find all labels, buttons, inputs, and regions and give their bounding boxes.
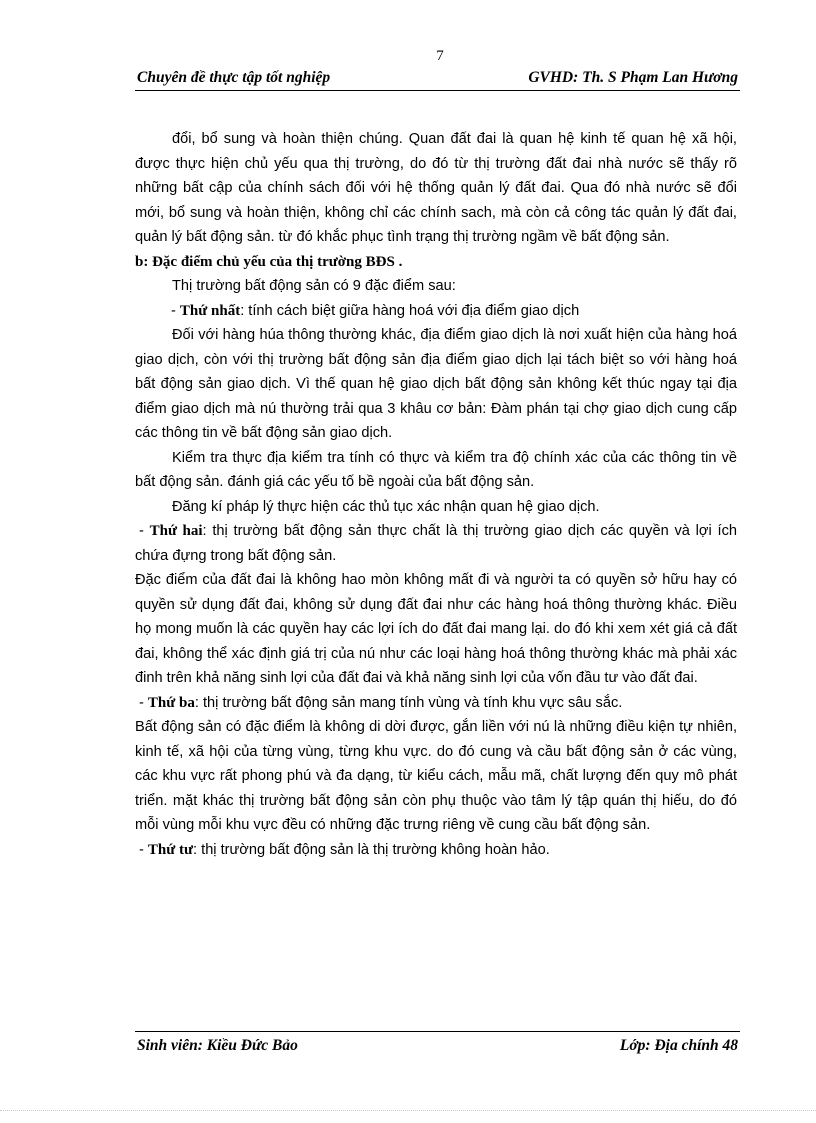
list-item-third-text: : thị trường bất động sản mang tính vùng và tính khu vực sâu sắc.: [194, 694, 623, 711]
list-item-second-text: : thị trường bất động sản thực chất là thị trường giao dịch các quyền và lợi ích chứa đựng trong bất động sản.: [135, 523, 737, 564]
list-item-first-dash: -: [171, 302, 180, 319]
list-item-third-label: Thứ ba: [147, 694, 195, 711]
paragraph-land-rights: Đặc điểm của đất đai là không hao mòn không mất đi và người ta có quyền sở hữu hay có quyền sử dụng đất đai, không sử dụng đất đai như các hàng hoá thông thường khác. Điều họ mong muốn là các quyền hay các lợi ích do đất đai mang lại. do đó khi xem xét giá cả đất đai, không thể xác định giá trị của nú như các loại hàng hoá thông thường khác mà phải xác đinh trên khả năng sinh lợi của đất đai và khả năng sinh lợi của vốn đầu tư vào đất đai.: [135, 572, 737, 686]
paragraph-regional-features: Bất động sản có đặc điểm là không di dời được, gắn liền với nú là những điều kiện tự nhiên, kinh tế, xã hội của từng vùng, từng khu vực. do đó cung và cầu bất động sản ở các vùng, các khu vực rất phong phú và đa dạng, từ kiểu cách, mẫu mã, chất lượng đến quy mô phát triển. mặt khác thị trường bất động sản còn phụ thuộc vào tâm lý tập quán thị hiếu, do đó mỗi vùng mỗi khu vực đều có những đặc trưng riêng về cung cầu bất động sản.: [135, 719, 737, 833]
paragraph-intro: đổi, bổ sung và hoàn thiện chúng. Quan đất đai là quan hệ kinh tế quan hệ xã hội, được thực hiện chủ yếu qua thị trường, do đó từ thị trường đất đai nhà nước sẽ thấy rõ những bất cập của chính sách đối với hệ thống quản lý đất đai. Qua đó nhà nước sẽ đổi mới, bổ sung và hoàn thiện, không chỉ các chính sach, mà còn cả công tác quản lý đất đai, quản lý bất động sản. từ đó khắc phục tình trạng thị trường ngầm về bất động sản.: [135, 131, 737, 245]
page-footer: [135, 1031, 740, 1058]
paragraph-field-inspection: Kiểm tra thực địa kiểm tra tính có thực và kiểm tra độ chính xác của các thông tin về bất động sản. đánh giá các yếu tố bề ngoài của bất động sản.: [135, 449, 737, 490]
list-item-fourth-text: : thị trường bất động sản là thị trường không hoàn hảo.: [193, 841, 550, 858]
list-item-fourth: [135, 838, 737, 863]
list-item-second-label: Thứ hai: [149, 523, 203, 539]
list-item-second: [135, 519, 737, 568]
footer-class: Lớp: Địa chính 48: [619, 1037, 738, 1054]
list-item-second-dash: -: [139, 523, 150, 539]
page-number: 7: [436, 48, 444, 64]
page-header: [135, 68, 740, 91]
paragraph-transaction-location: Đối với hàng húa thông thường khác, địa điểm giao dịch là nơi xuất hiện của hàng hoá giao dịch, còn với thị trường bất động sản địa điểm giao dịch lại tách biệt so với hàng hoá bất động sản giao dịch. Vì thế quan hệ giao dịch bất động sản không kết thúc ngay tại địa điểm giao dịch mà nú thường trải qua 3 khâu cơ bản: Đàm phán tại chợ giao dịch cung cấp các thông tin về bất động sản giao dịch.: [135, 327, 737, 441]
section-heading-b: b: Đặc điểm chủ yếu của thị trường BĐS .: [135, 253, 403, 270]
footer-student: Sinh viên: Kiều Đức Bảo: [137, 1037, 298, 1054]
list-item-third: [135, 691, 737, 716]
header-supervisor: GVHD: Th. S Phạm Lan Hương: [528, 69, 738, 86]
paragraph-nine-features: Thị trường bất động sản có 9 đặc điểm sau:: [172, 278, 456, 294]
header-document-title: Chuyên đề thực tập tốt nghiệp: [137, 69, 331, 86]
list-item-first-text: : tính cách biệt giữa hàng hoá với địa điểm giao dịch: [240, 302, 580, 319]
list-item-third-dash: -: [139, 694, 148, 711]
page-edge-divider: [0, 1110, 816, 1111]
list-item-fourth-dash: -: [139, 841, 148, 858]
list-item-fourth-label: Thứ tư: [147, 841, 194, 858]
list-item-first-label: Thứ nhất: [179, 302, 241, 319]
paragraph-legal-registration: Đăng kí pháp lý thực hiện các thủ tục xác nhận quan hệ giao dịch.: [172, 498, 600, 515]
document-body: [135, 127, 737, 862]
list-item-first: [135, 299, 737, 324]
